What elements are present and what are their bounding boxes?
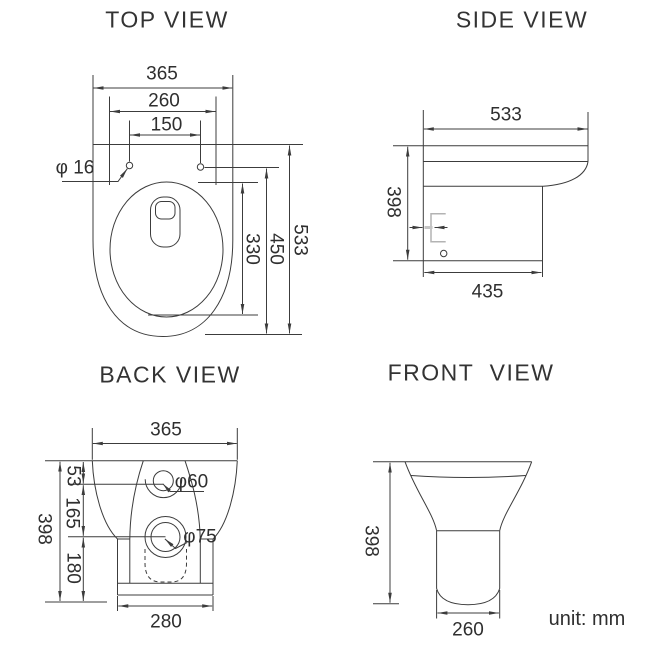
unit-note: unit: mm (548, 607, 626, 630)
dim-label-top-450: 450 (265, 233, 287, 265)
ext-280-back (118, 596, 214, 611)
dim-label-back-280: 280 (150, 611, 182, 633)
back-view-title: BACK VIEW (99, 361, 241, 388)
front-view-drawing (373, 462, 532, 619)
front-pedestal-sides (437, 531, 500, 589)
top-view-title: TOP VIEW (105, 6, 229, 33)
dim-label-back-180: 180 (62, 552, 84, 584)
top-flush-recess (151, 197, 181, 247)
side-bowl-curve (543, 162, 588, 187)
back-base-sides (118, 539, 214, 595)
side-view-title: SIDE VIEW (455, 6, 589, 33)
dim-label-top-533: 533 (289, 224, 310, 256)
back-outer-left (92, 461, 117, 539)
dim-label-back-53: 53 (62, 465, 83, 487)
dim-label-side-435: 435 (471, 281, 504, 303)
back-plinth (118, 583, 214, 595)
dim-label-phi16: φ 16 (55, 157, 95, 178)
front-outer-left (405, 462, 437, 531)
dim-label-front-260: 260 (452, 619, 484, 640)
top-outer-outline (93, 145, 233, 337)
top-view-drawing (62, 75, 303, 337)
front-rim-line (411, 476, 526, 478)
dim-label-top-150: 150 (150, 114, 183, 136)
dim-label-phi75: φ75 (183, 526, 217, 547)
front-outer-right (500, 462, 532, 531)
dim-label-back-365: 365 (150, 419, 182, 441)
dim-label-back-165: 165 (61, 496, 83, 529)
dim-label-phi60: φ60 (174, 471, 209, 493)
side-view-drawing (393, 110, 588, 277)
top-flush-inlet (156, 202, 176, 220)
back-pedestal-left (130, 461, 144, 584)
dim-label-top-260: 260 (148, 90, 180, 112)
dim-label-side-533: 533 (490, 104, 522, 126)
dim-label-front-398: 398 (360, 525, 382, 557)
dim-label-back-398: 398 (33, 513, 55, 545)
back-inlet-hole (153, 471, 173, 491)
top-hinge-hole-left (126, 162, 132, 168)
dim-label-side-398: 398 (382, 186, 403, 218)
top-hinge-hole-right (197, 164, 203, 170)
front-base-curve (437, 589, 500, 605)
back-trap-hidden-line (145, 549, 187, 582)
dim-label-top-365: 365 (146, 63, 178, 85)
side-fixing-hole (441, 250, 447, 256)
top-bowl-rim (110, 182, 223, 317)
front-view-title: FRONT VIEW (387, 359, 555, 386)
dim-label-top-330: 330 (241, 233, 263, 265)
